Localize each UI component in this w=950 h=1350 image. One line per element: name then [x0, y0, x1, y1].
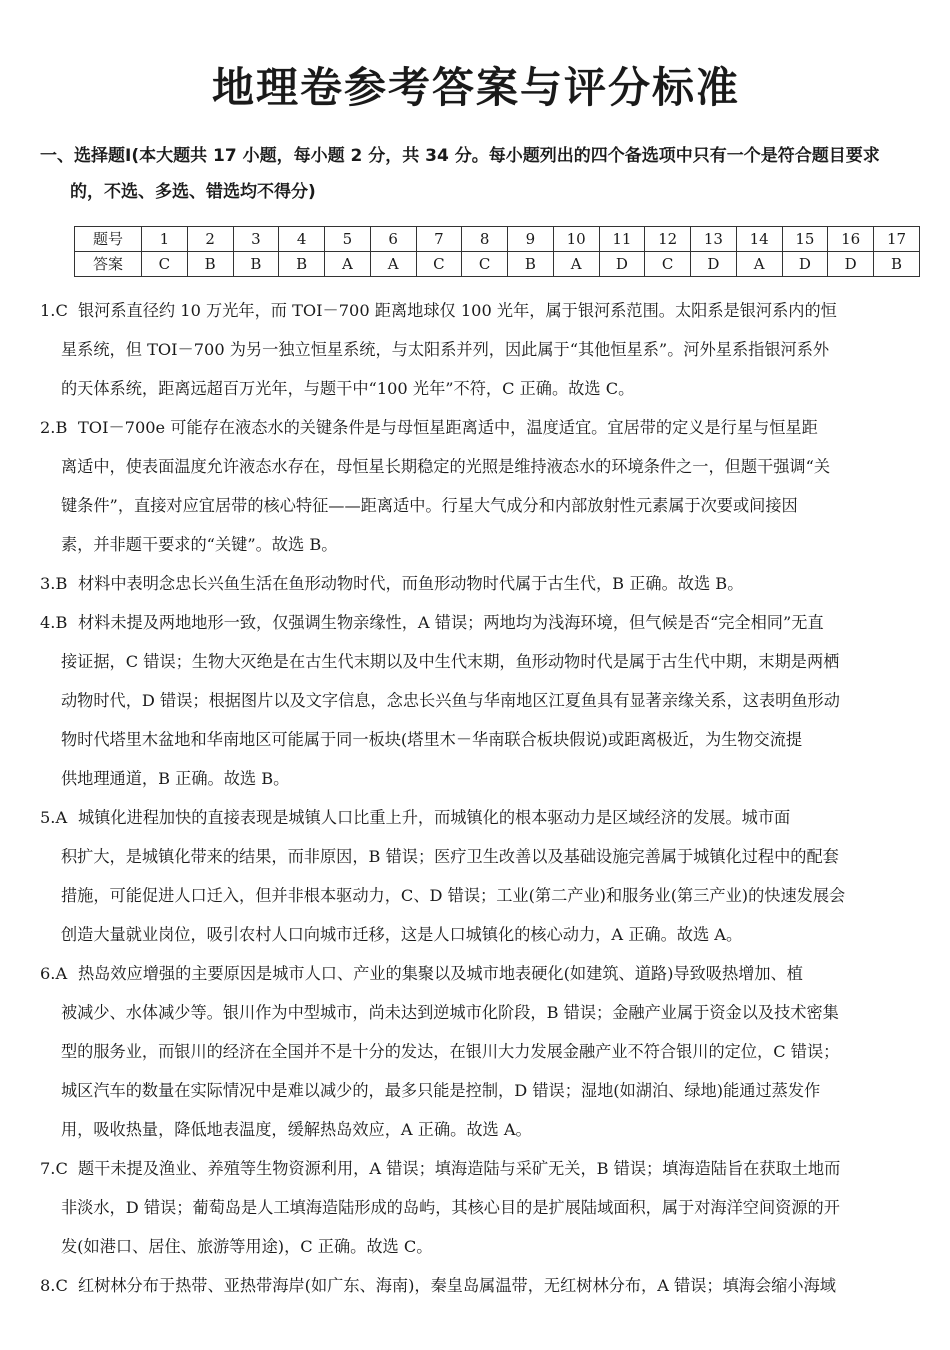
question-number-cell: 7: [416, 227, 462, 252]
explanation-continuation-line: 型的服务业，而银川的经济在全国并不是十分的发达，在银川大力发展金融产业不符合银川的定位，C 错误；: [61, 1042, 840, 1061]
question-number-cell: 9: [508, 227, 554, 252]
explanation-continuation-line: 创造大量就业岗位，吸引农村人口向城市迁移，这是人口城镇化的核心动力，A 正确。故选 A。: [61, 925, 743, 944]
answer-cell: B: [279, 252, 325, 277]
explanation-continuation-line: 星系统，但 TOI－700 为另一独立恒星系统，与太阳系并列，因此属于“其他恒星系”。河外星系指银河系外: [61, 340, 830, 359]
explanation-continuation-line: 动物时代，D 错误；根据图片以及文字信息，念忠长兴鱼与华南地区江夏鱼具有显著亲缘关系，这表明鱼形动: [61, 691, 840, 710]
explanation-first-line: [40, 408, 912, 447]
answer-cell: D: [782, 252, 828, 277]
question-explanation: [40, 564, 912, 603]
question-number-cell: 8: [462, 227, 508, 252]
answer-cell: D: [599, 252, 645, 277]
answer-cell: A: [553, 252, 599, 277]
question-answer-label: 3.B: [40, 574, 68, 593]
question-explanation: [40, 1266, 912, 1305]
question-explanation: [40, 291, 912, 408]
explanation-continuation-line: 离适中，使表面温度允许液态水存在，母恒星长期稳定的光照是维持液态水的环境条件之一，但题干强调“关: [61, 457, 831, 476]
explanation-continuation-line: 城区汽车的数量在实际情况中是难以减少的，最多只能是控制，D 错误；湿地(如湖泊、绿地)能通过蒸发作: [61, 1081, 821, 1100]
question-explanation: [40, 1149, 912, 1266]
explanation-first-line: [40, 1149, 912, 1188]
explanation-first-line: [40, 798, 912, 837]
question-number-cell: 11: [599, 227, 645, 252]
answer-cell: B: [187, 252, 233, 277]
question-number-cell: 1: [142, 227, 188, 252]
explanation-text: 题干未提及渔业、养殖等生物资源利用，A 错误；填海造陆与采矿无关，B 错误；填海造陆旨在获取土地而: [78, 1159, 841, 1178]
question-answer-label: 1.C: [40, 301, 68, 320]
answer-cell: C: [462, 252, 508, 277]
answer-cell: C: [416, 252, 462, 277]
explanation-continuation-line: 非淡水，D 错误；葡萄岛是人工填海造陆形成的岛屿，其核心目的是扩展陆域面积，属于对海洋空间资源的开: [61, 1198, 840, 1217]
explanation-continuation-line: 积扩大，是城镇化带来的结果，而非原因，B 错误；医疗卫生改善以及基础设施完善属于城镇化过程中的配套: [61, 847, 839, 866]
row-label-number: 题号: [75, 227, 142, 252]
answer-cell: A: [370, 252, 416, 277]
question-number-cell: 12: [645, 227, 691, 252]
explanation-text: TOI－700e 可能存在液态水的关键条件是与母恒星距离适中，温度适宜。宜居带的定义是行星与恒星距: [78, 418, 818, 437]
explanation-continuation-line: 供地理通道，B 正确。故选 B。: [61, 769, 290, 788]
question-number-cell: 4: [279, 227, 325, 252]
explanation-continuation-line: 接证据，C 错误；生物大灭绝是在古生代末期以及中生代末期，鱼形动物时代是属于古生代中期，末期是两栖: [61, 652, 840, 671]
answer-cell: A: [736, 252, 782, 277]
answer-table: [74, 226, 920, 277]
explanation-continuation-line: 素，并非题干要求的“关键”。故选 B。: [61, 535, 338, 554]
question-explanation: [40, 798, 912, 954]
answer-cell: B: [508, 252, 554, 277]
question-answer-label: 7.C: [40, 1159, 68, 1178]
answer-cell: D: [691, 252, 737, 277]
section-heading-line1: 一、选择题Ⅰ(本大题共 17 小题，每小题 2 分，共 34 分。每小题列出的四个备选项中只有一个是符合题目要求: [40, 146, 880, 166]
explanation-continuation-line: 发(如港口、居住、旅游等用途)，C 正确。故选 C。: [61, 1237, 433, 1256]
explanation-text: 材料中表明念忠长兴鱼生活在鱼形动物时代，而鱼形动物时代属于古生代，B 正确。故选 B。: [78, 574, 744, 593]
explanation-continuation-line: 键条件”，直接对应宜居带的核心特征——距离适中。行星大气成分和内部放射性元素属于次要或间接因: [61, 496, 798, 515]
question-explanation: [40, 603, 912, 798]
answer-cell: D: [828, 252, 874, 277]
page-title: 地理卷参考答案与评分标准: [211, 63, 740, 112]
question-number-cell: 16: [828, 227, 874, 252]
question-number-cell: 15: [782, 227, 828, 252]
question-explanation: [40, 954, 912, 1149]
explanation-text: 银河系直径约 10 万光年，而 TOI－700 距离地球仅 100 光年，属于银河系范围。太阳系是银河系内的恒: [78, 301, 837, 320]
answer-explanations: [40, 291, 912, 1305]
explanation-continuation-line: 措施，可能促进人口迁入，但并非根本驱动力，C、D 错误；工业(第二产业)和服务业(第三产业)的快速发展会: [61, 886, 846, 905]
question-number-cell: 6: [370, 227, 416, 252]
explanation-continuation-line: 用，吸收热量，降低地表温度，缓解热岛效应，A 正确。故选 A。: [61, 1120, 532, 1139]
answer-cell: B: [233, 252, 279, 277]
explanation-continuation-line: 的天体系统，距离远超百万光年，与题干中“100 光年”不符，C 正确。故选 C。: [61, 379, 635, 398]
answer-cell: A: [325, 252, 371, 277]
explanation-first-line: [40, 1266, 912, 1305]
question-answer-label: 5.A: [40, 808, 68, 827]
question-explanation: [40, 408, 912, 564]
explanation-continuation-line: 物时代塔里木盆地和华南地区可能属于同一板块(塔里木－华南联合板块假说)或距离极近，为生物交流提: [61, 730, 803, 749]
answer-cell: C: [142, 252, 188, 277]
row-label-answer: 答案: [75, 252, 142, 277]
explanation-first-line: [40, 954, 912, 993]
explanation-continuation-line: 被减少、水体减少等。银川作为中型城市，尚未达到逆城市化阶段，B 错误；金融产业属于资金以及技术密集: [61, 1003, 839, 1022]
question-number-cell: 14: [736, 227, 782, 252]
question-answer-label: 4.B: [40, 613, 68, 632]
question-answer-label: 2.B: [40, 418, 68, 437]
question-number-cell: 3: [233, 227, 279, 252]
answer-cell: B: [874, 252, 920, 277]
section-heading: [40, 138, 912, 210]
question-number-cell: 2: [187, 227, 233, 252]
question-number-cell: 17: [874, 227, 920, 252]
explanation-first-line: [40, 564, 912, 603]
explanation-text: 材料未提及两地地形一致，仅强调生物亲缘性，A 错误；两地均为浅海环境，但气候是否“完全相同”无直: [78, 613, 824, 632]
answer-cell: C: [645, 252, 691, 277]
answer-table-answer-row: [75, 252, 920, 277]
explanation-text: 热岛效应增强的主要原因是城市人口、产业的集聚以及城市地表硬化(如建筑、道路)导致吸热增加、植: [78, 964, 803, 983]
question-number-cell: 13: [691, 227, 737, 252]
section-heading-line2: 的，不选、多选、错选均不得分): [70, 182, 316, 202]
question-answer-label: 6.A: [40, 964, 68, 983]
explanation-text: 红树林分布于热带、亚热带海岸(如广东、海南)，秦皇岛属温带，无红树林分布，A 错误；填海会缩小海域: [78, 1276, 836, 1295]
explanation-first-line: [40, 603, 912, 642]
question-number-cell: 5: [325, 227, 371, 252]
explanation-text: 城镇化进程加快的直接表现是城镇人口比重上升，而城镇化的根本驱动力是区域经济的发展。城市面: [78, 808, 791, 827]
explanation-first-line: [40, 291, 912, 330]
question-number-cell: 10: [553, 227, 599, 252]
answer-table-number-row: [75, 227, 920, 252]
question-answer-label: 8.C: [40, 1276, 68, 1295]
